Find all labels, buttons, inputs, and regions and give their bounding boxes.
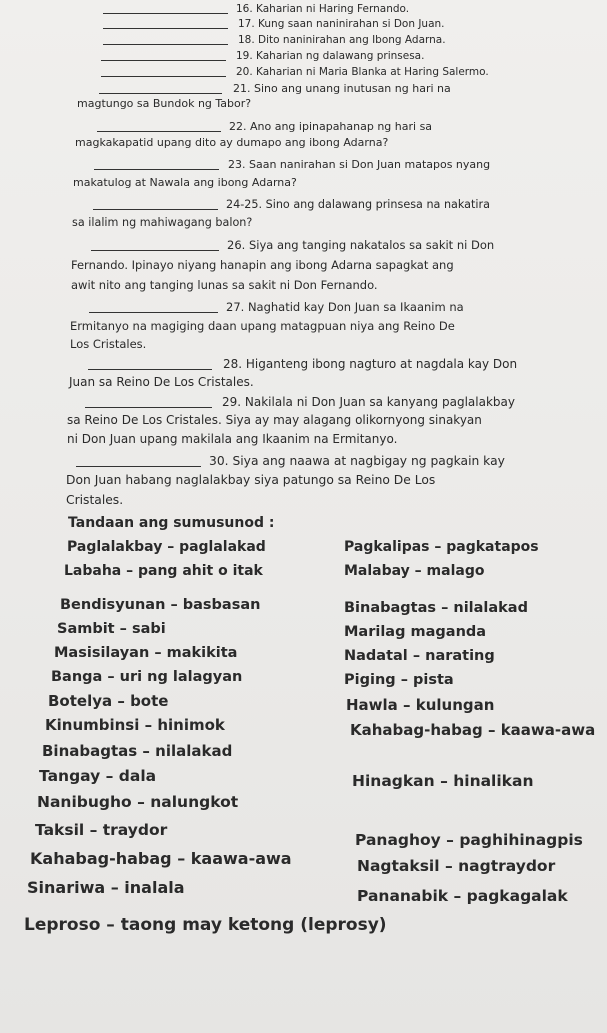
question-24-25-line-2: sa ilalim ng mahiwagang balon? bbox=[72, 216, 253, 229]
question-20-line-1: 20. Kaharian ni Maria Blanka at Haring Salermo. bbox=[236, 66, 489, 78]
vocab-left-15: Leproso – taong may ketong (leprosy) bbox=[24, 915, 387, 935]
question-27-line-3: Los Cristales. bbox=[70, 337, 147, 351]
question-29-line-1: 29. Nakilala ni Don Juan sa kanyang paglalakbay bbox=[222, 395, 515, 409]
question-22-line-2: magkakapatid upang dito ay dumapo ang ibong Adarna? bbox=[75, 136, 389, 149]
vocab-right-7: Hawla – kulungan bbox=[346, 696, 495, 714]
vocab-left-4: Sambit – sabi bbox=[57, 621, 166, 637]
question-29-line-3: ni Don Juan upang makilala ang Ikaanim na Ermitanyo. bbox=[67, 432, 398, 446]
vocab-right-10: Panaghoy – paghihinagpis bbox=[355, 831, 583, 849]
vocab-right-4: Marilag maganda bbox=[344, 624, 487, 640]
question-23-line-1: 23. Saan nanirahan si Don Juan matapos nyang bbox=[228, 158, 491, 171]
answer-blank-22 bbox=[97, 131, 221, 132]
answer-blank-17 bbox=[103, 28, 228, 29]
vocab-left-8: Kinumbinsi – hinimok bbox=[45, 716, 225, 734]
vocab-left-9: Binabagtas – nilalakad bbox=[42, 742, 233, 760]
question-28-line-1: 28. Higanteng ibong nagturo at nagdala kay Don bbox=[223, 357, 518, 371]
answer-blank-27 bbox=[89, 312, 218, 313]
answer-blank-20 bbox=[101, 76, 226, 77]
question-27-line-1: 27. Naghatid kay Don Juan sa Ikaanim na bbox=[226, 300, 464, 314]
answer-blank-16 bbox=[103, 13, 228, 14]
vocab-left-1: Paglalakbay – paglalakad bbox=[67, 539, 266, 555]
answer-blank-28 bbox=[88, 369, 212, 370]
question-17-line-1: 17. Kung saan naninirahan si Don Juan. bbox=[238, 18, 445, 30]
question-18-line-1: 18. Dito naninirahan ang Ibong Adarna. bbox=[238, 34, 446, 46]
answer-blank-29 bbox=[85, 407, 212, 408]
question-28-line-2: Juan sa Reino De Los Cristales. bbox=[69, 375, 254, 389]
question-19-line-1: 19. Kaharian ng dalawang prinsesa. bbox=[236, 50, 425, 62]
answer-blank-26 bbox=[91, 250, 219, 251]
vocab-right-3: Binabagtas – nilalakad bbox=[344, 600, 528, 616]
vocab-left-7: Botelya – bote bbox=[48, 692, 169, 710]
vocab-left-2: Labaha – pang ahit o itak bbox=[64, 563, 263, 579]
question-26-line-2: Fernando. Ipinayo niyang hanapin ang ibong Adarna sapagkat ang bbox=[71, 258, 454, 272]
vocab-right-6: Piging – pista bbox=[344, 672, 454, 688]
vocab-left-10: Tangay – dala bbox=[39, 767, 157, 785]
question-24-25-line-1: 24-25. Sino ang dalawang prinsesa na nakatira bbox=[226, 198, 490, 211]
vocab-left-12: Taksil – traydor bbox=[35, 821, 168, 839]
question-23-line-2: makatulog at Nawala ang ibong Adarna? bbox=[73, 176, 297, 189]
question-16-line-1: 16. Kaharian ni Haring Fernando. bbox=[236, 3, 410, 15]
answer-blank-19 bbox=[101, 60, 226, 61]
vocab-left-11: Nanibugho – nalungkot bbox=[37, 793, 239, 811]
answer-blank-23 bbox=[94, 169, 219, 170]
vocab-left-6: Banga – uri ng lalagyan bbox=[51, 669, 243, 685]
question-21-line-1: 21. Sino ang unang inutusan ng hari na bbox=[233, 82, 451, 95]
vocab-heading: Tandaan ang sumusunod : bbox=[68, 515, 275, 531]
question-22-line-1: 22. Ano ang ipinapahanap ng hari sa bbox=[229, 120, 433, 133]
vocab-right-2: Malabay – malago bbox=[344, 563, 485, 579]
question-30-line-3: Cristales. bbox=[66, 493, 124, 507]
vocab-right-1: Pagkalipas – pagkatapos bbox=[344, 539, 539, 555]
question-30-line-1: 30. Siya ang naawa at nagbigay ng pagkain kay bbox=[209, 454, 505, 468]
question-27-line-2: Ermitanyo na magiging daan upang matagpuan niya ang Reino De bbox=[70, 319, 455, 333]
question-26-line-1: 26. Siya ang tanging nakatalos sa sakit ni Don bbox=[227, 238, 495, 252]
vocab-right-12: Pananabik – pagkagalak bbox=[357, 887, 568, 905]
vocab-left-14: Sinariwa – inalala bbox=[27, 878, 185, 897]
vocab-right-5: Nadatal – narating bbox=[344, 648, 495, 664]
vocab-right-11: Nagtaksil – nagtraydor bbox=[357, 857, 556, 875]
answer-blank-21 bbox=[99, 93, 222, 94]
question-30-line-2: Don Juan habang naglalakbay siya patungo sa Reino De Los bbox=[66, 473, 436, 487]
answer-blank-30 bbox=[76, 466, 201, 467]
answer-blank-18 bbox=[103, 44, 228, 45]
answer-blank-24-25 bbox=[93, 209, 218, 210]
question-26-line-3: awit nito ang tanging lunas sa sakit ni Don Fernando. bbox=[71, 278, 378, 292]
question-21-line-2: magtungo sa Bundok ng Tabor? bbox=[77, 97, 252, 110]
vocab-left-3: Bendisyunan – basbasan bbox=[60, 597, 261, 613]
question-29-line-2: sa Reino De Los Cristales. Siya ay may alagang olikornyong sinakyan bbox=[67, 413, 482, 427]
vocab-left-13: Kahabag-habag – kaawa-awa bbox=[30, 849, 292, 868]
vocab-left-5: Masisilayan – makikita bbox=[54, 645, 238, 661]
vocab-right-8: Kahabag-habag – kaawa-awa bbox=[350, 721, 596, 739]
vocab-right-9: Hinagkan – hinalikan bbox=[352, 772, 534, 790]
